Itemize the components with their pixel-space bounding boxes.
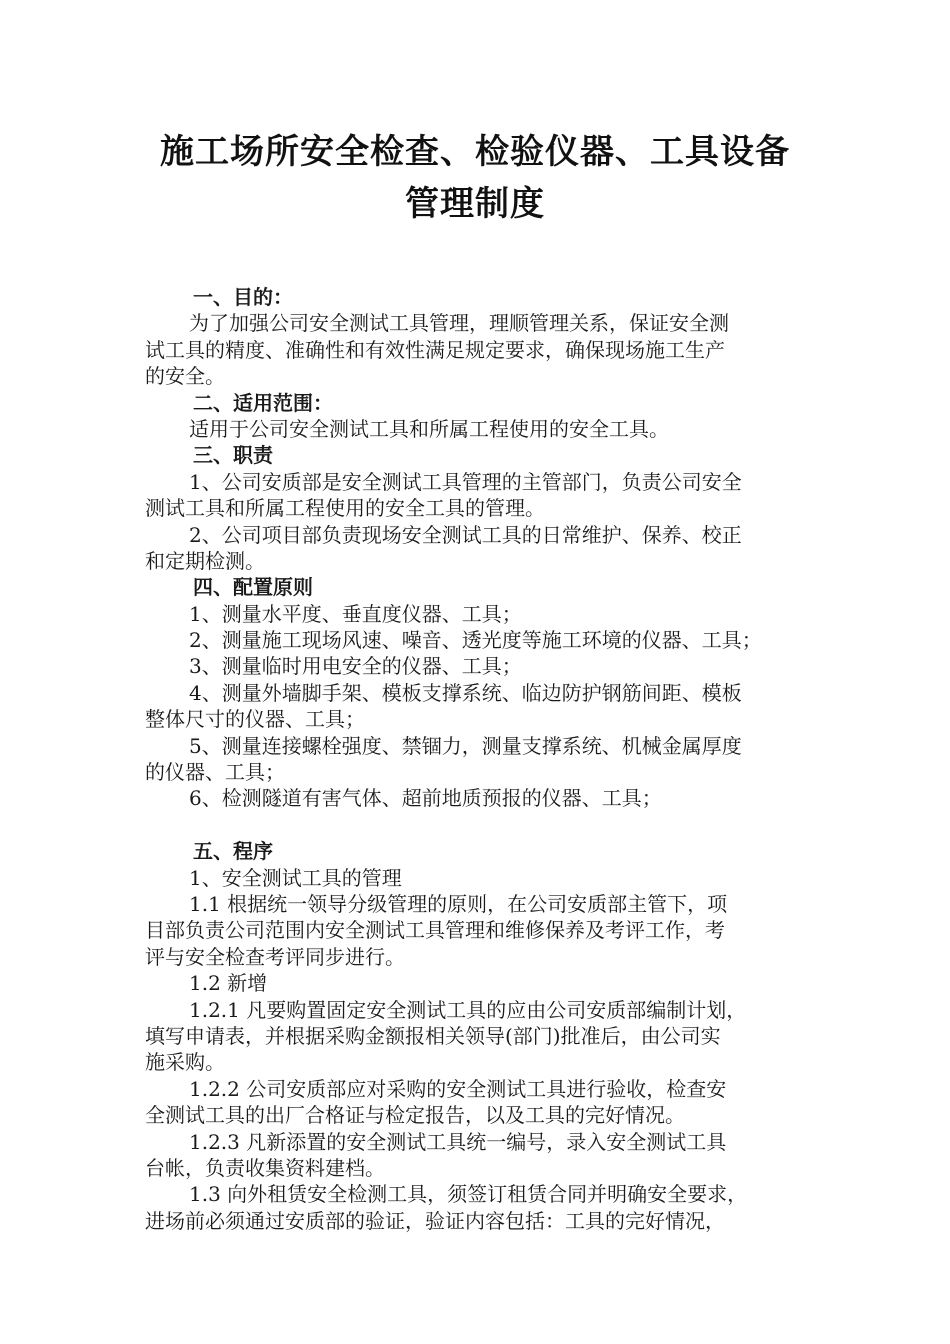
paragraph-line: 2、公司项目部负责现场安全测试工具的日常维护、保养、校正 xyxy=(189,522,742,547)
section-heading-responsibilities: 三、职责 xyxy=(193,443,273,468)
list-item: 2、测量施工现场风速、噪音、透光度等施工环境的仪器、工具； xyxy=(189,628,762,653)
paragraph-line: 1.3 向外租赁安全检测工具，须签订租赁合同并明确安全要求， xyxy=(189,1182,748,1207)
blank-line xyxy=(145,812,815,838)
paragraph-line: 目部负责公司范围内安全测试工具管理和维修保养及考评工作，考 xyxy=(145,918,725,943)
list-item: 1、测量水平度、垂直度仪器、工具； xyxy=(189,601,522,626)
paragraph-line: 和定期检测。 xyxy=(145,548,265,573)
paragraph-line: 测试工具和所属工程使用的安全工具的管理。 xyxy=(145,496,545,521)
paragraph-line: 1、公司安质部是安全测试工具管理的主管部门，负责公司安全 xyxy=(189,469,742,494)
paragraph-line: 评与安全检查考评同步进行。 xyxy=(145,944,405,969)
list-item: 4、测量外墙脚手架、模板支撑系统、临边防护钢筋间距、模板 xyxy=(189,680,742,705)
paragraph-line: 1.2 新增 xyxy=(189,971,268,996)
list-item: 5、测量连接螺栓强度、禁锢力，测量支撑系统、机械金属厚度 xyxy=(189,733,742,758)
section-heading-scope: 二、适用范围： xyxy=(193,390,333,415)
paragraph-line: 的安全。 xyxy=(145,364,225,389)
paragraph-line: 1.2.3 凡新添置的安全测试工具统一编号，录入安全测试工具 xyxy=(189,1129,727,1154)
paragraph-line: 试工具的精度、准确性和有效性满足规定要求，确保现场施工生产 xyxy=(145,337,725,362)
paragraph-line: 1.1 根据统一领导分级管理的原则，在公司安质部主管下，项 xyxy=(189,891,728,916)
paragraph-line: 适用于公司安全测试工具和所属工程使用的安全工具。 xyxy=(189,416,669,441)
list-item: 3、测量临时用电安全的仪器、工具； xyxy=(189,654,522,679)
section-heading-configuration: 四、配置原则 xyxy=(193,575,313,600)
paragraph-line: 全测试工具的出厂合格证与检定报告，以及工具的完好情况。 xyxy=(145,1103,685,1128)
section-heading-purpose: 一、目的： xyxy=(193,285,293,309)
paragraph-line: 进场前必须通过安质部的验证，验证内容包括：工具的完好情况， xyxy=(145,1208,725,1233)
document-title-line-1: 施工场所安全检查、检验仪器、工具设备 xyxy=(160,132,790,172)
document-title-line-2: 管理制度 xyxy=(405,184,545,224)
paragraph-line: 1.2.1 凡要购置固定安全测试工具的应由公司安质部编制计划， xyxy=(189,997,747,1022)
list-item-continuation: 整体尺寸的仪器、工具； xyxy=(145,707,365,732)
document-body xyxy=(145,284,815,1234)
paragraph-line: 为了加强公司安全测试工具管理，理顺管理关系，保证安全测 xyxy=(189,311,729,336)
paragraph-line: 1、安全测试工具的管理 xyxy=(189,865,402,890)
paragraph-line: 台帐，负责收集资料建档。 xyxy=(145,1155,385,1180)
list-item: 6、检测隧道有害气体、超前地质预报的仪器、工具； xyxy=(189,786,662,811)
paragraph-line: 施采购。 xyxy=(145,1050,225,1075)
paragraph-line: 1.2.2 公司安质部应对采购的安全测试工具进行验收，检查安 xyxy=(189,1076,727,1101)
paragraph-line: 填写申请表，并根据采购金额报相关领导(部门)批准后，由公司实 xyxy=(145,1023,721,1048)
section-heading-procedure: 五、程序 xyxy=(193,839,273,864)
list-item-continuation: 的仪器、工具； xyxy=(145,760,285,785)
